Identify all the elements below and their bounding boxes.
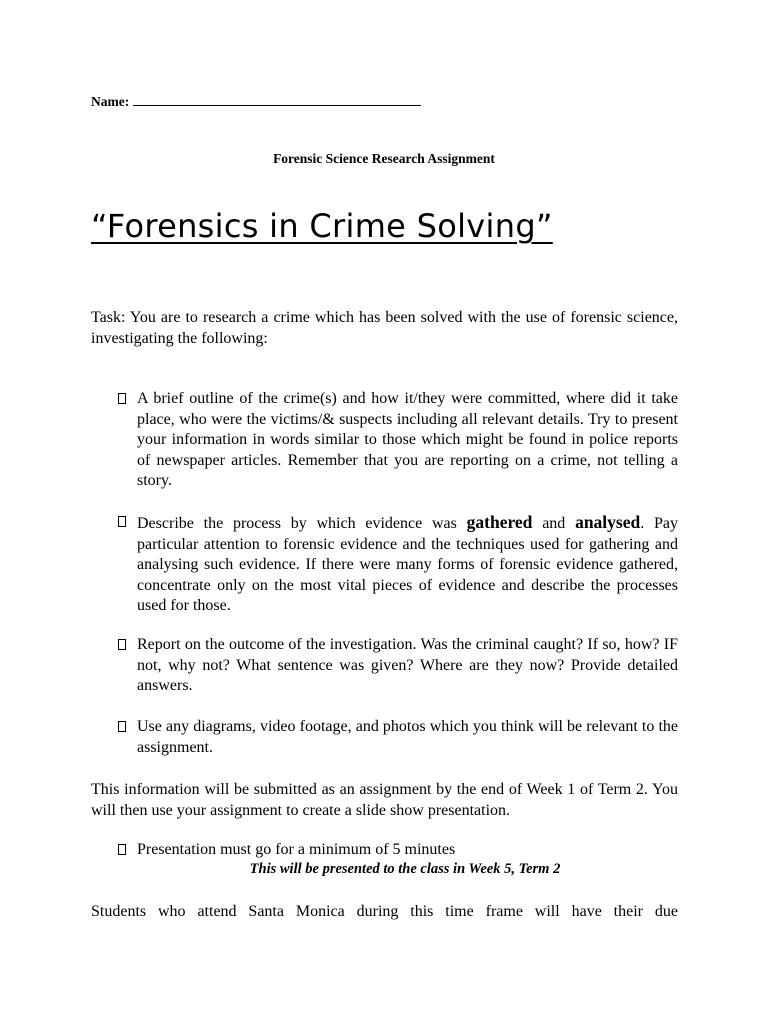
bullet-item-diagrams — [118, 717, 678, 758]
document-subtitle: Forensic Science Research Assignment — [273, 151, 495, 166]
checkbox-square-icon — [118, 721, 126, 732]
document-title: “Forensics in Crime Solving” — [91, 207, 553, 245]
name-blank-line — [133, 94, 421, 106]
bullet-text: Presentation must go for a minimum of 5 minutes — [137, 841, 456, 858]
checkbox-square-icon — [118, 639, 126, 650]
checkbox-square-icon — [118, 393, 126, 404]
task-intro: Task: You are to research a crime which has been solved with the use of forensic science, investigating the following: — [91, 309, 678, 347]
bold-word-analysed: analysed — [575, 512, 641, 532]
bold-word-gathered: gathered — [466, 512, 533, 532]
bullet-item-presentation-length — [118, 840, 678, 861]
bullet-text: Use any diagrams, video footage, and photos which you think will be relevant to the assignment. — [137, 718, 678, 756]
closing-paragraph: Students who attend Santa Monica during this time frame will have their due — [91, 903, 678, 920]
name-label: Name: — [91, 94, 130, 109]
presentation-date-note: This will be presented to the class in Week 5, Term 2 — [249, 861, 561, 877]
bullet-item-outcome — [118, 635, 678, 697]
bullet-text: Describe the process by which evidence was gathered and analysed. Pay particular attention to forensic evidence and the techniques used for gathering and analysing such evidence. If there were many forms of forensic evidence gathered, concentrate only on the most vital pieces of evidence and describe the processes used for those. — [137, 512, 679, 614]
bullet-item-crime-outline — [118, 389, 678, 492]
checkbox-square-icon — [118, 516, 126, 527]
submission-paragraph: This information will be submitted as an assignment by the end of Week 1 of Term 2. You will then use your assignment to create a slide show presentation. — [91, 781, 678, 819]
bullet-item-evidence-process — [118, 512, 678, 617]
name-field — [91, 94, 421, 110]
bullet-text: A brief outline of the crime(s) and how it/they were committed, where did it take place, who were the victims/& suspects including all relevant details. Try to present your information in words similar to those which might be found in police reports of newspaper articles. Remember that you are reporting on a crime, not telling a story. — [137, 390, 678, 489]
checkbox-square-icon — [118, 844, 126, 855]
bullet-text: Report on the outcome of the investigation. Was the criminal caught? If so, how? IF not, why not? What sentence was given? Where are they now? Provide detailed answers. — [137, 636, 678, 694]
